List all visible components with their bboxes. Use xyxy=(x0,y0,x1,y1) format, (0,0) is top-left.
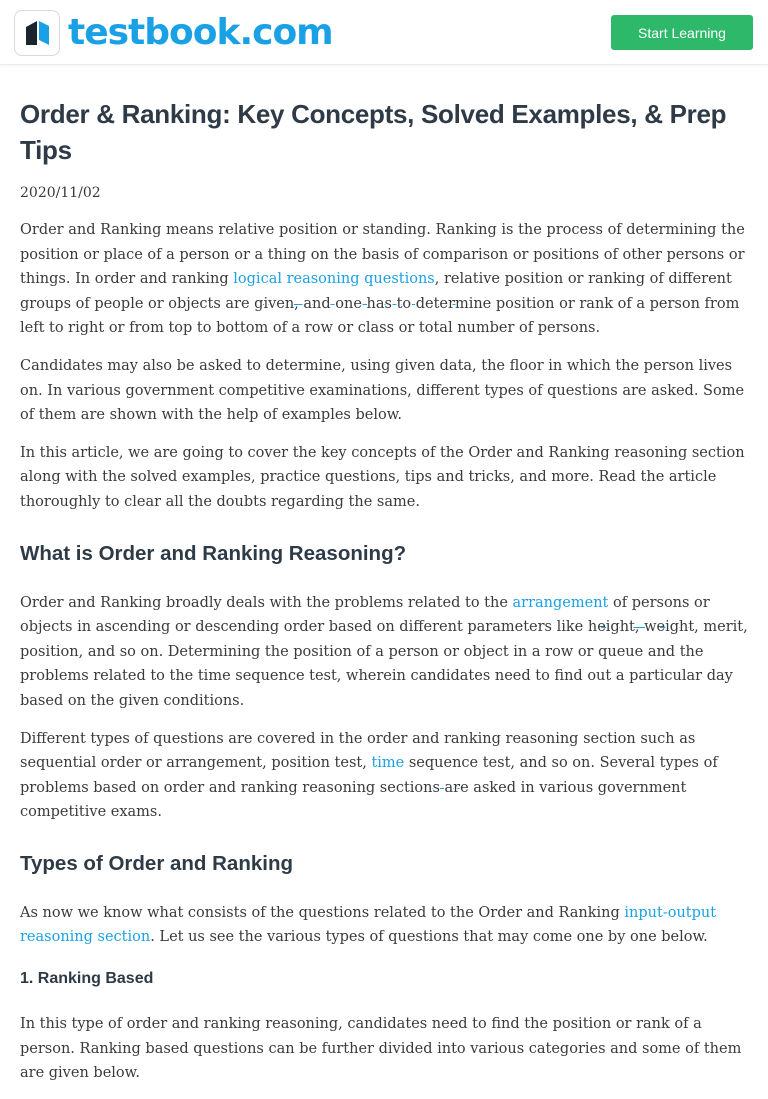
section1-paragraph-2: Different types of questions are covered in the order and ranking reasoning section such as sequential order or arrangement, position test, time sequence test, and so on. Several types of problems based on order and ranking reasoning sections are asked in various government competitive exams. xyxy=(20,730,718,821)
ranking-based-paragraph: In this type of order and ranking reasoning, candidates need to find the position or rank of a person. Ranking based questions can be further divided into various categories and some of them are given below. xyxy=(20,1016,742,1082)
testbook-logo[interactable] xyxy=(14,10,333,56)
intro-paragraph-1: Order and Ranking means relative position or standing. Ranking is the process of determining the position or place of a person or a thing on the basis of comparison or positions of other persons or things. In order and ranking logical reasoning questions, relative position or ranking of different groups of people or objects are given, and one has to determine position or rank of a person from left to right or from top to bottom of a row or class or total number of persons. xyxy=(20,222,745,337)
intro-paragraph-2: Candidates may also be asked to determine, using given data, the floor in which the person lives on. In various government competitive examinations, different types of questions are asked. Some of them are shown with the help of examples below. xyxy=(20,357,745,424)
testbook-logo-icon xyxy=(14,10,60,56)
arrangement-link[interactable]: arrangement xyxy=(512,594,609,611)
logical-reasoning-link[interactable]: logical reasoning questions xyxy=(233,271,435,288)
publish-date: 2020/11/02 xyxy=(20,185,101,201)
inline-underline: height, weigh xyxy=(587,619,689,636)
section-heading-what-is: What is Order and Ranking Reasoning? xyxy=(20,541,407,565)
article xyxy=(20,96,750,1099)
section2-paragraph-1: As now we know what consists of the questions related to the Order and Ranking input-output reasoning section. Let us see the various types of questions that may come one by one below. xyxy=(20,904,717,946)
site-header xyxy=(0,0,768,65)
logo-text: testbook.com xyxy=(68,12,333,53)
section1-paragraph-1: Order and Ranking broadly deals with the problems related to the arrangement of persons or objects in ascending or descending order based on different parameters like height, weight, merit, position, and so on. Determining the position of a person or object in a row or queue and the problems related to the time sequence test, wherein candidates need to find out a particular day based on the given conditions. xyxy=(20,594,748,709)
start-learning-button[interactable]: Start Learning xyxy=(611,15,753,50)
subheading-ranking-based: 1. Ranking Based xyxy=(20,970,154,988)
intro-paragraph-3: In this article, we are going to cover the key concepts of the Order and Ranking reasoning section along with the solved examples, practice questions, tips and tricks, and more. Read the article thoroughly to clear all the doubts regarding the same. xyxy=(20,444,745,510)
article-title: Order & Ranking: Key Concepts, Solved Examples, & Prep Tips xyxy=(20,99,727,165)
inline-underline: s are xyxy=(432,779,469,796)
inline-underline: given, and one has to determ xyxy=(254,295,469,312)
input-output-reasoning-link[interactable]: input-output reasoning section xyxy=(20,904,717,946)
time-link[interactable]: time xyxy=(371,755,405,772)
section-heading-types: Types of Order and Ranking xyxy=(20,851,293,875)
